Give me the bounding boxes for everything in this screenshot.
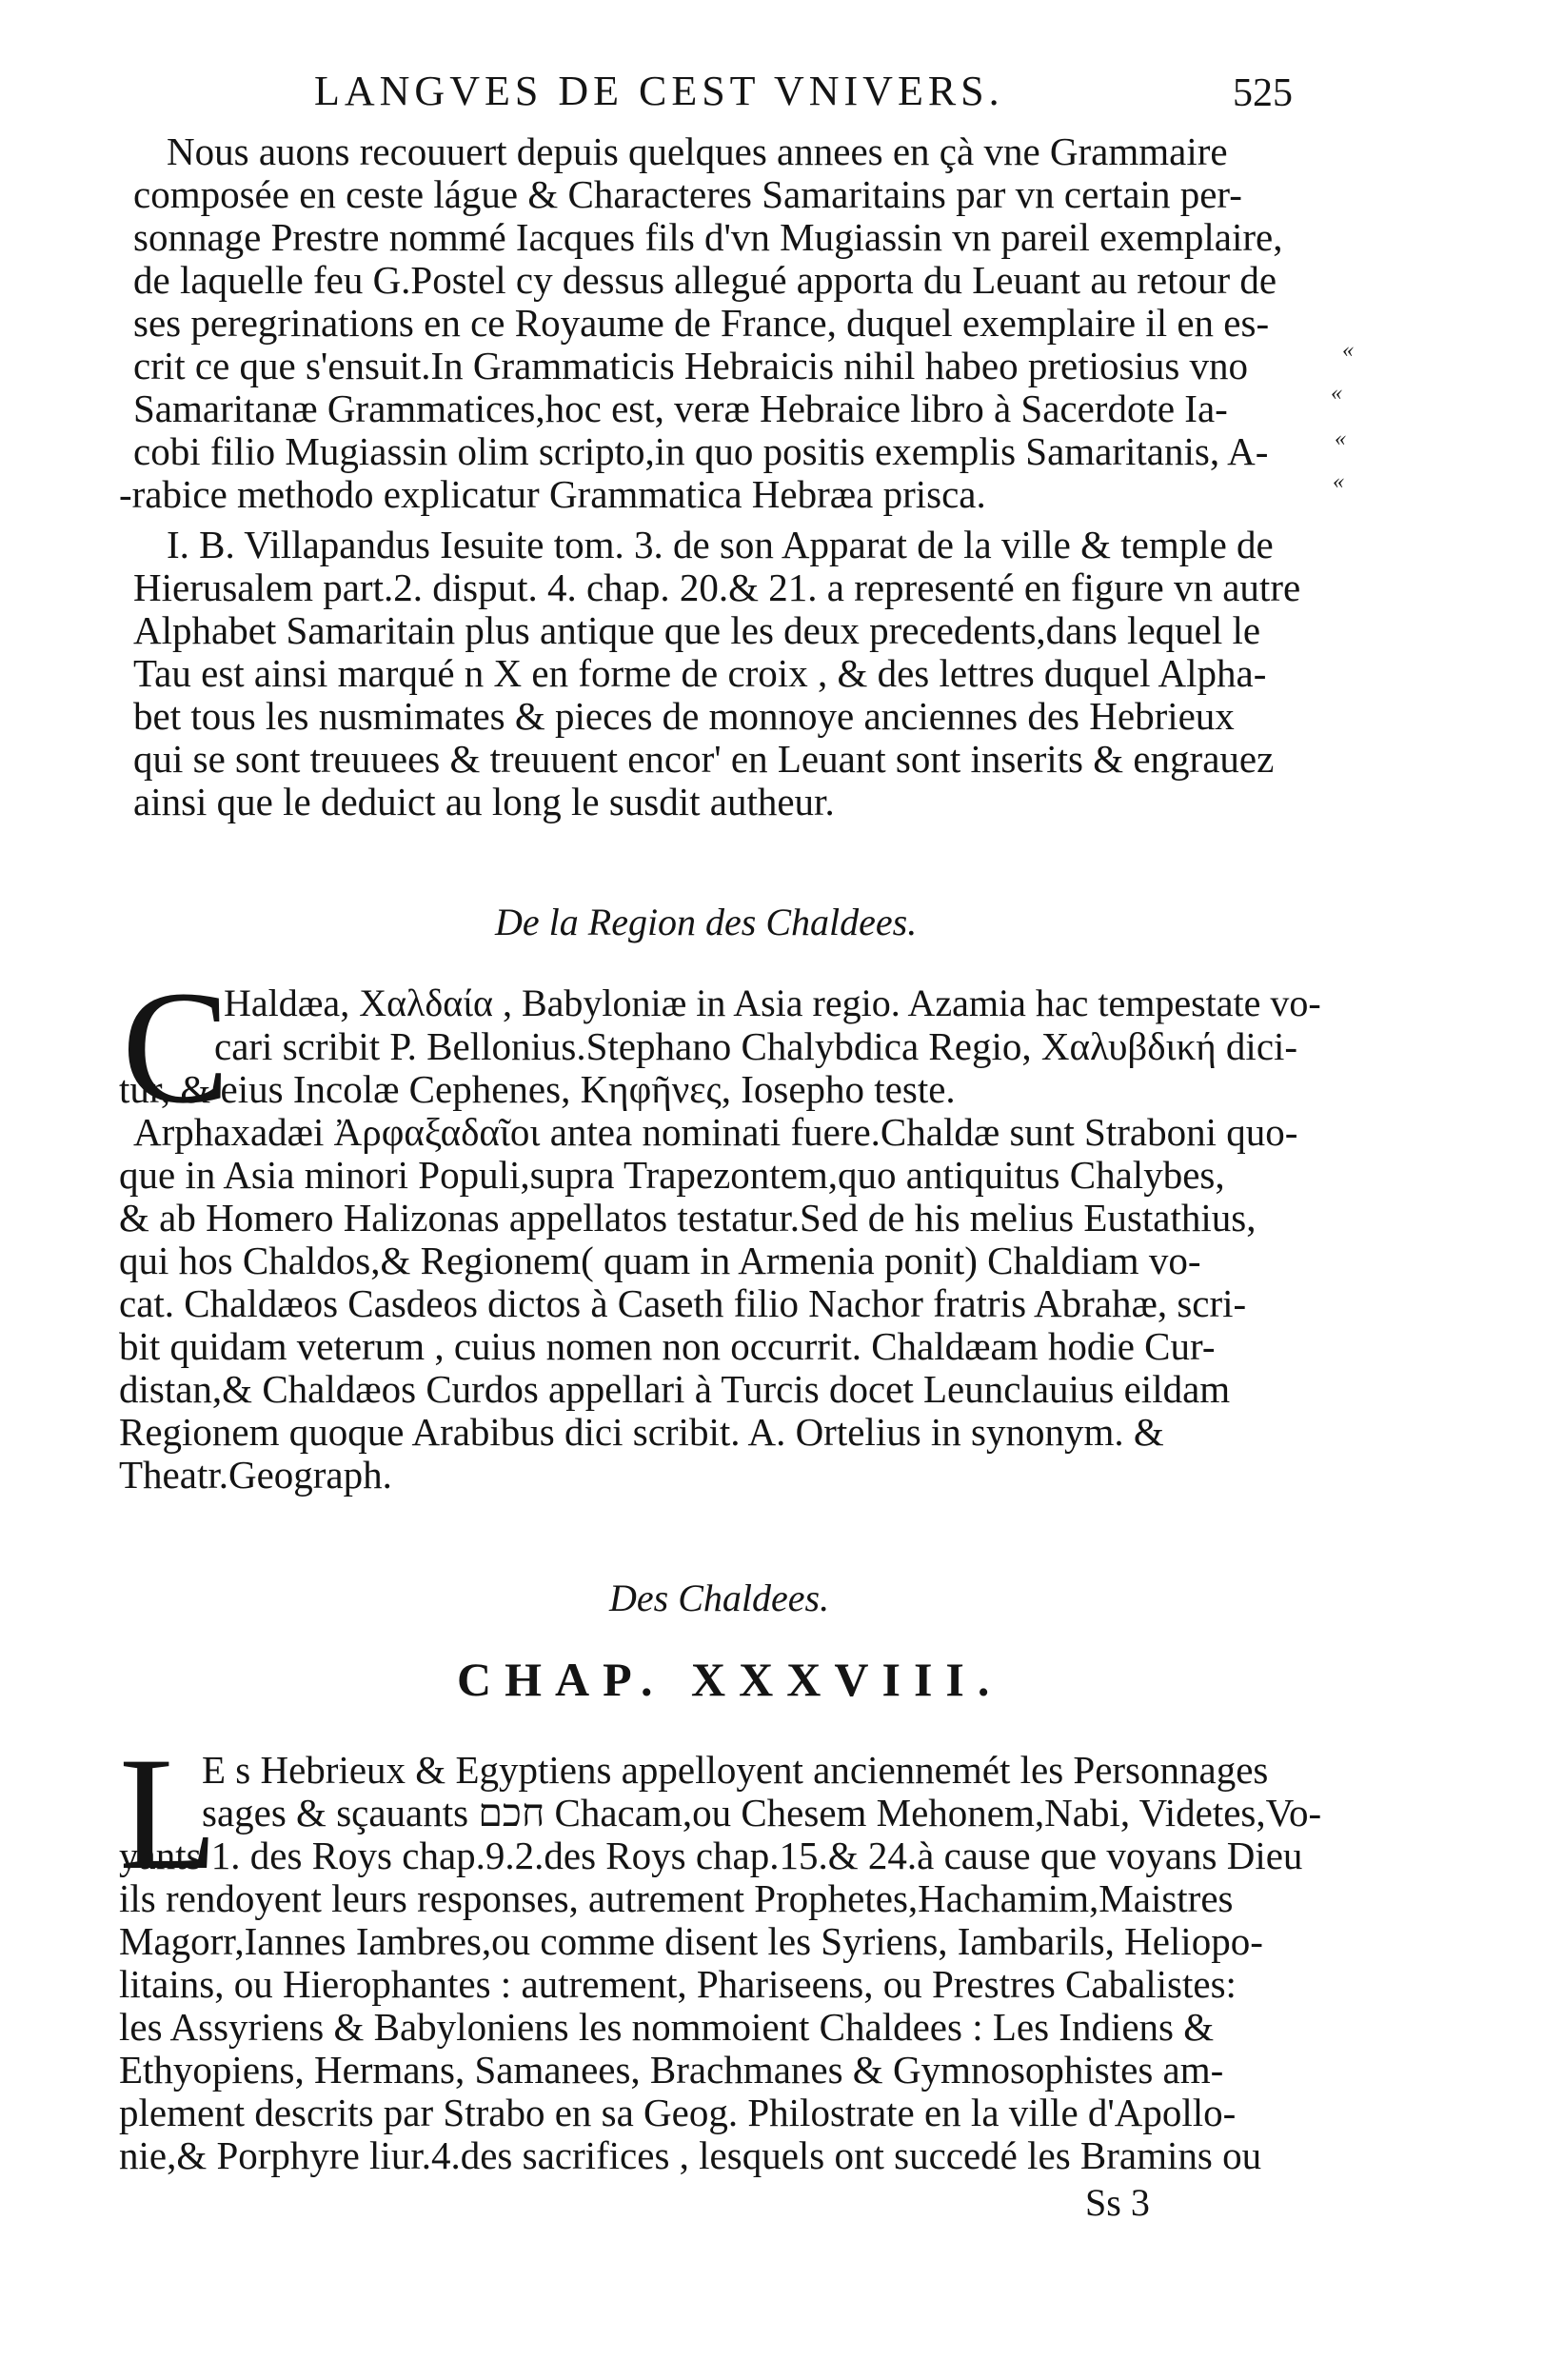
text-line: Ethyopiens, Hermans, Samanees, Brachmanes & Gymnosophistes am- bbox=[119, 2048, 1224, 2092]
text-line: Theatr.Geograph. bbox=[119, 1453, 392, 1497]
text-line: Arphaxadæi Ἀρφαξαδαῖοι antea nominati fuere.Chaldæ sunt Straboni quo- bbox=[133, 1110, 1298, 1154]
text-line: plement descrits par Strabo en sa Geog. Philostrate en la ville d'Apollo- bbox=[119, 2091, 1237, 2134]
text-line: qui hos Chaldos,& Regionem( quam in Armenia ponit) Chaldiam vo- bbox=[119, 1239, 1201, 1282]
text-line: qui se sont treuuees & treuuent encor' en Leuant sont inserits & engrauez bbox=[133, 737, 1275, 781]
text-line: -rabice methodo explicatur Grammatica Hebræa prisca. bbox=[119, 472, 986, 516]
text-line: crit ce que s'ensuit.In Grammaticis Hebraicis nihil habeo pretiosius vno bbox=[133, 344, 1249, 387]
running-title: LANGVES DE CEST VNIVERS. bbox=[314, 68, 1004, 114]
text-line: Haldæa, Χαλδαία , Babyloniæ in Asia regio. Azamia hac tempestate vo- bbox=[224, 982, 1321, 1024]
text-line: cobi filio Mugiassin olim scripto,in quo positis exemplis Samaritanis, A- bbox=[133, 429, 1269, 473]
text-line: & ab Homero Halizonas appellatos testatur.Sed de his melius Eustathius, bbox=[119, 1196, 1257, 1240]
text-line: Alphabet Samaritain plus antique que les deux precedents,dans lequel le bbox=[133, 608, 1261, 652]
text-line: Samaritanæ Grammatices,hoc est, veræ Hebraice libro à Sacerdote Ia- bbox=[133, 387, 1228, 430]
text-line: Hierusalem part.2. disput. 4. chap. 20.& 21. a representé en figure vn autre bbox=[133, 565, 1301, 609]
text-line: Regionem quoque Arabibus dici scribit. A. Ortelius in synonym. & bbox=[119, 1410, 1164, 1454]
text-line: les Assyriens & Babyloniens les nommoient Chaldees : Les Indiens & bbox=[119, 2005, 1215, 2049]
margin-quote-mark: « bbox=[1333, 469, 1344, 494]
section-title: Des Chaldees. bbox=[609, 1577, 830, 1619]
text-line: Magorr,Iannes Iambres,ou comme disent les Syriens, Iambarils, Heliopo- bbox=[119, 1919, 1263, 1963]
text-line: nie,& Porphyre liur.4.des sacrifices , lesquels ont succedé les Bramins ou bbox=[119, 2133, 1262, 2177]
text-line: que in Asia minori Populi,supra Trapezontem,quo antiquitus Chalybes, bbox=[119, 1153, 1225, 1197]
text-line: distan,& Chaldæos Curdos appellari à Turcis docet Leunclauius eildam bbox=[119, 1367, 1231, 1411]
text-line: composée en ceste lágue & Characteres Samaritains par vn certain per- bbox=[133, 172, 1242, 216]
text-line: bit quidam veterum , cuius nomen non occurrit. Chaldæam hodie Cur- bbox=[119, 1324, 1216, 1368]
margin-quote-mark: « bbox=[1331, 381, 1342, 406]
page-number: 525 bbox=[1233, 71, 1293, 115]
drop-cap: C bbox=[122, 958, 230, 1137]
chapter-heading: CHAP. XXXVIII. bbox=[457, 1653, 1003, 1706]
margin-quote-mark: « bbox=[1335, 426, 1346, 451]
text-line: ainsi que le deduict au long le susdit autheur. bbox=[133, 780, 835, 823]
text-line: I. B. Villapandus Iesuite tom. 3. de son Apparat de la ville & temple de bbox=[167, 523, 1274, 566]
text-line: E s Hebrieux & Egyptiens appelloyent anciennemét les Personnages bbox=[202, 1748, 1269, 1792]
text-line: bet tous les nusmimates & pieces de monnoye anciennes des Hebrieux bbox=[133, 694, 1235, 738]
text-line: Tau est ainsi marqué n X en forme de croix , & des lettres duquel Alpha- bbox=[133, 651, 1267, 695]
text-line: yants 1. des Roys chap.9.2.des Roys chap.15.& 24.à cause que voyans Dieu bbox=[119, 1834, 1303, 1877]
text-line: sonnage Prestre nommé Iacques fils d'vn Mugiassin vn pareil exemplaire, bbox=[133, 215, 1283, 259]
text-line: tur, & eius Incolæ Cephenes, Κηφῆνες, Iosepho teste. bbox=[119, 1067, 956, 1111]
text-line: sages & sçauants חכם Chacam,ou Chesem Mehonem,Nabi, Videtes,Vo- bbox=[202, 1791, 1322, 1835]
text-line: ils rendoyent leurs responses, autrement Prophetes,Hachamim,Maistres bbox=[119, 1876, 1234, 1920]
text-line: Nous auons recouuert depuis quelques annees en çà vne Grammaire bbox=[167, 129, 1228, 173]
text-line: cat. Chaldæos Casdeos dictos à Caseth filio Nachor fratris Abrahæ, scri- bbox=[119, 1281, 1247, 1325]
text-line: de laquelle feu G.Postel cy dessus allegué apporta du Leuant au retour de bbox=[133, 258, 1277, 302]
text-line: litains, ou Hierophantes : autrement, Phariseens, ou Prestres Cabalistes: bbox=[119, 1962, 1237, 2006]
signature-mark: Ss 3 bbox=[1085, 2181, 1150, 2224]
text-line: ses peregrinations en ce Royaume de France, duquel exemplaire il en es- bbox=[133, 301, 1270, 345]
text-line: cari scribit P. Bellonius.Stephano Chalybdica Regio, Χαλυβδική dici- bbox=[214, 1024, 1298, 1068]
section-title: De la Region des Chaldees. bbox=[495, 901, 918, 943]
margin-quote-mark: « bbox=[1342, 338, 1354, 363]
drop-cap: L bbox=[119, 1724, 218, 1903]
